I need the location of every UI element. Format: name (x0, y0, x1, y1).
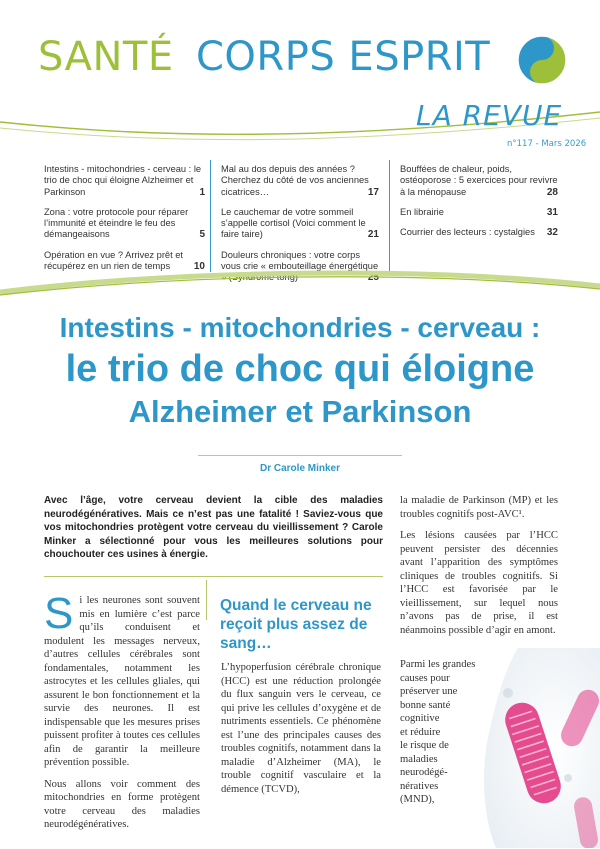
body-paragraph (44, 589, 200, 770)
toc-item-title: Intestins - mitochondries - cerveau : le trio de choc qui éloigne Alzheimer et Parkinson (44, 164, 202, 197)
toc-item-page: 32 (546, 227, 558, 239)
toc-item[interactable] (44, 207, 205, 241)
toc-item-title: Le cauchemar de votre sommeil s’appelle cortisol (Voici comment le faire taire) (221, 206, 366, 240)
toc-item-page: 17 (367, 186, 379, 198)
text-line: (MND), (400, 794, 435, 805)
toc-divider (210, 160, 211, 272)
masthead-title-sante: SANTÉ (38, 34, 174, 80)
body-paragraph: Les lésions causées par l’HCC peuvent persister des décennies avant l’apparition des symptômes cliniques de troubles cognitifs. Si l’HCC est favorisée par le vieillissement, sur lequel nous n’avons pas de prise, il est néanmoins possible d’agir en amont. (400, 530, 558, 636)
toc-swoosh (0, 262, 600, 307)
article-author: Dr Carole Minker (259, 463, 341, 474)
mitochondria-illustration (478, 648, 600, 848)
headline-divider (198, 455, 402, 456)
text-line: maladies (400, 753, 438, 765)
masthead-subtitle: LA REVUE (416, 99, 563, 132)
toc-item-page: 10 (193, 261, 205, 273)
yin-yang-logo-icon (517, 35, 567, 85)
drop-cap: S (44, 589, 74, 638)
article-column-2 (221, 661, 381, 804)
article-headline-line3: Alzheimer et Parkinson (128, 394, 472, 429)
body-paragraph: L’hypoperfusion cérébrale chronique (HCC) est une réduction prolongée du flux sanguin vers le cerveau, ce qui prive les cellules d’oxygène et de nutriments essentiels. Ce phénomène est l’une des principales causes des troubles cognitifs, notamment dans la maladie d’Alzheimer (MA), le trouble cognitif vasculaire et la démence (TCVD), (221, 662, 381, 795)
toc-item[interactable] (44, 164, 205, 198)
text-line: causes pour (400, 672, 450, 684)
toc-item-title: En librairie (400, 206, 444, 217)
text-line: Parmi les grandes (400, 659, 476, 670)
text-line: cognitive (400, 713, 440, 724)
article-headline-line1: Intestins - mitochondries - cerveau : (59, 312, 541, 343)
text-line: neurodégé- (400, 767, 448, 778)
body-paragraph: la maladie de Parkinson (MP) et les troubles cognitifs post-AVC¹. (400, 495, 558, 520)
toc-item-page: 25 (367, 272, 379, 284)
toc-item[interactable] (400, 227, 558, 238)
toc-item[interactable] (400, 164, 558, 198)
toc-item[interactable] (400, 207, 558, 218)
article-column-1 (44, 589, 200, 840)
paragraph-text: i les neurones sont souvent mis en lumière c’est parce qu’ils conduisent et modulent les messages nerveux, d’autres cellules cérébrales sont fondamentales, notamment les astrocytes et les cellules gliales, qui assurent le bon fonctionnement et la survie des neurones. Il est indispensable que les mesures prises puissent profiter à toutes ces cellules afin de garantir la meilleure prévention possible. (44, 595, 200, 768)
text-line: le risque de (400, 740, 449, 751)
toc-divider (389, 160, 390, 272)
article-intro: Avec l’âge, votre cerveau devient la cible des maladies neurodégénératives. Mais ce n’est pas une fatalité ! Saviez-vous que vos mitochondries protègent votre cerveau du vieillissement ? Carole Minker a sélectionné pour vous les meilleures solutions pour chouchouter ces usines à énergie. (44, 495, 383, 560)
column-accent-line (206, 580, 207, 620)
toc-item-page: 21 (367, 229, 379, 241)
toc-item[interactable] (221, 207, 379, 241)
toc-item-title: Opération en vue ? Arrivez prêt et récupérez en un rien de temps (44, 249, 184, 272)
toc-item-title: Bouffées de chaleur, poids, ostéoporose : 5 exercices pour revivre à la ménopause (400, 164, 558, 197)
toc-item-title: Douleurs chroniques : votre corps vous crie « embouteillage énergétique » (Syndrome tong) (221, 249, 379, 283)
toc-item-page: 28 (546, 186, 558, 198)
section-subhead: Quand le cerveau ne reçoit plus assez de sang… (220, 597, 372, 652)
toc-item-page: 31 (546, 206, 558, 218)
issue-number: n°117 - Mars 2026 (507, 139, 587, 149)
text-line: préserver une (400, 686, 458, 697)
text-line: nératives (400, 780, 439, 792)
toc-item-title: Courrier des lecteurs : cystalgies (400, 227, 535, 238)
toc-item[interactable] (221, 164, 379, 198)
body-paragraph: Nous allons voir comment des mitochondries en forme protègent votre cerveau des maladies neurodégénératives. (44, 778, 200, 830)
toc-column-3 (400, 164, 558, 247)
toc-item-page: 1 (199, 186, 205, 198)
masthead-title-corps-esprit: CORPS ESPRIT (196, 34, 491, 80)
text-line: et réduire (400, 726, 441, 738)
toc-item-title: Mal au dos depuis des années ? Cherchez du côté de vos anciennes cicatrices… (221, 164, 369, 197)
text-line: bonne santé (400, 699, 451, 711)
article-headline-line2: le trio de choc qui éloigne (65, 348, 535, 390)
toc-item-title: Zona : votre protocole pour réparer l’immunité et éteindre le feu des démangeaisons (44, 206, 189, 240)
toc-item-page: 5 (199, 229, 205, 241)
article-column-3 (400, 494, 558, 645)
intro-divider (44, 576, 383, 577)
